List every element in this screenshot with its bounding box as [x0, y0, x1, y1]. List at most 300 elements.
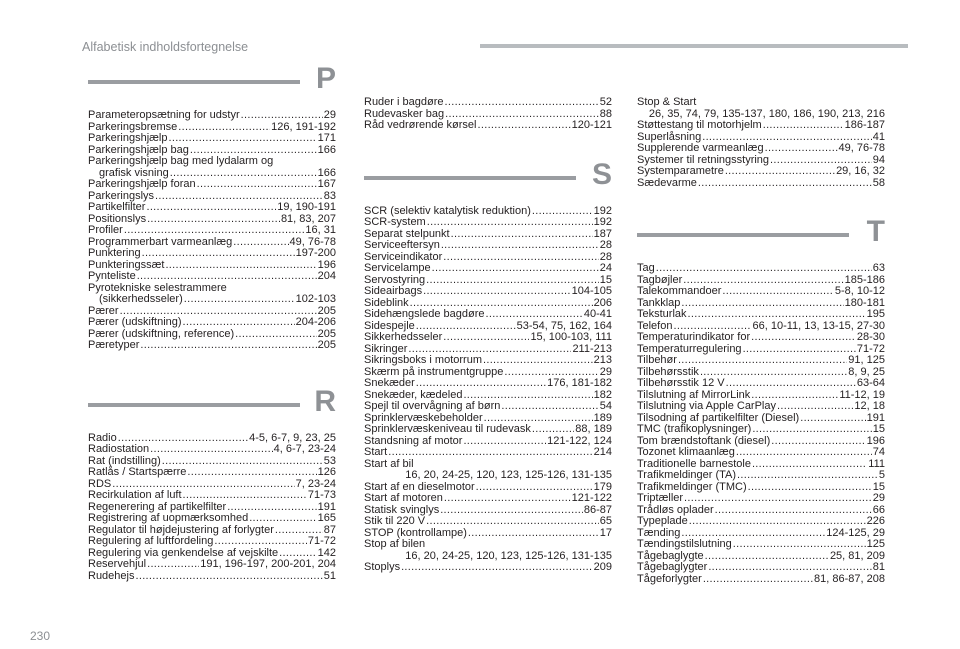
entry-pages: 24: [599, 262, 612, 274]
leader-dots: [124, 225, 305, 237]
entry-pages: 17: [599, 526, 612, 539]
entry-pages: 214: [593, 446, 612, 458]
entry-pages: 41: [872, 130, 885, 143]
entry-pages: 49, 76-78: [289, 235, 336, 248]
entry-term: Regulering af luftfordeling: [88, 535, 214, 547]
leader-dots: [726, 378, 856, 390]
index-entry: [637, 562, 885, 574]
entry-pages: 120-121: [571, 119, 612, 131]
entry-term: Parkeringshjælp bag: [88, 143, 189, 156]
entry-pages: 71-72: [307, 535, 336, 547]
leader-dots: [715, 505, 872, 517]
leader-dots: [752, 459, 867, 471]
entry-term: Pærer: [88, 304, 119, 317]
leader-dots: [401, 562, 593, 574]
entry-pages: 226: [866, 515, 885, 527]
index-entry: [637, 120, 885, 132]
entry-term: Stop & Start: [637, 96, 697, 108]
leader-dots: [140, 340, 316, 352]
entry-pages: 186-187: [844, 119, 885, 131]
entry-term: Regenerering af partikelfilter: [88, 500, 227, 513]
index-entry: [88, 559, 336, 571]
index-entry: [637, 574, 885, 586]
leader-dots: [501, 401, 598, 413]
index-entry: [364, 562, 612, 574]
leader-dots: [451, 229, 593, 241]
index-entry: [637, 447, 885, 459]
entry-term: Tænding: [637, 526, 681, 539]
entry-pages: 81: [872, 561, 885, 573]
entry-term: Råd vedrørende kørsel: [364, 119, 477, 131]
entry-pages: 179: [593, 480, 612, 493]
leader-dots: [743, 344, 856, 356]
leader-dots: [468, 528, 599, 540]
entry-term: Snekæder, kædeled: [364, 388, 463, 401]
index-entry: [88, 571, 336, 583]
leader-dots: [423, 286, 571, 298]
index-entry: [88, 340, 336, 352]
leader-dots: [443, 252, 598, 264]
section-header-p: [88, 62, 336, 110]
entry-term: Radiostation: [88, 443, 150, 455]
leader-dots: [137, 271, 317, 283]
entry-term: RDS: [88, 477, 112, 490]
entry-pages: 16, 31: [305, 224, 336, 236]
entry-pages: 191: [866, 411, 885, 424]
entry-term: Pyrotekniske selestrammere: [88, 281, 227, 294]
index-entry: [364, 240, 612, 252]
leader-dots: [241, 110, 323, 122]
entry-pages: 121-122: [571, 492, 612, 504]
entry-term: Pynteliste: [88, 270, 136, 282]
index-entry: [637, 332, 885, 344]
leader-dots: [147, 559, 199, 571]
entry-pages: 74: [872, 446, 885, 458]
section-letter: S: [591, 157, 612, 191]
section-letter: R: [314, 384, 336, 418]
index-entry: [88, 156, 336, 168]
entry-term: Tilbehørsstik 12 V: [637, 377, 725, 389]
index-entry: [637, 178, 885, 190]
entry-term: Superlåsning: [637, 130, 702, 143]
leader-dots: [187, 467, 316, 479]
entry-pages: 81, 86-87, 208: [814, 572, 885, 585]
entry-pages: 111: [868, 457, 885, 470]
leader-dots: [135, 571, 322, 583]
entry-term: Supplerende varmeanlæg: [637, 142, 764, 154]
entry-term: Serviceeftersyn: [364, 239, 440, 251]
leader-dots: [427, 217, 593, 229]
entry-pages: 205: [317, 339, 336, 351]
leader-dots: [235, 329, 317, 341]
leader-dots: [214, 536, 307, 548]
entry-term: Pærer (udskiftning, reference): [88, 327, 235, 340]
leader-dots: [765, 143, 838, 155]
entry-pages: 121-122, 124: [547, 434, 612, 447]
entry-term: Tilslutning af MirrorLink: [637, 388, 751, 401]
leader-dots: [708, 562, 871, 574]
index-entry: [88, 202, 336, 214]
entry-term: Ratlås / Startspærre: [88, 466, 187, 478]
leader-dots: [698, 178, 872, 190]
entry-term: SCR-system: [364, 216, 426, 228]
index-entries-r: [88, 433, 336, 583]
entry-pages: 166: [317, 166, 336, 179]
page-number: 230: [30, 629, 51, 643]
leader-dots: [463, 436, 546, 448]
leader-dots: [485, 309, 582, 321]
entry-pages: 51: [323, 569, 336, 582]
entry-term: Tilbehørsstik: [637, 365, 699, 378]
index-entry: [364, 378, 612, 390]
entry-term: Punktering: [88, 247, 141, 259]
leader-dots: [656, 263, 872, 275]
entry-pages: 49, 76-78: [838, 142, 885, 154]
entry-pages: 11-12, 19: [839, 388, 885, 401]
section-letter: P: [315, 62, 336, 95]
leader-dots: [678, 355, 847, 367]
entry-term: 26, 35, 74, 79, 135-137, 180, 186, 190, 213, 216: [648, 107, 885, 120]
entry-pages: 58: [872, 176, 885, 189]
section-divider: [88, 80, 300, 84]
entry-term: Tom brændstoftank (diesel): [637, 434, 771, 447]
index-entry: [637, 143, 885, 155]
leader-dots: [771, 436, 865, 448]
leader-dots: [684, 493, 872, 505]
leader-dots: [233, 237, 288, 249]
entry-term: Servicelampe: [364, 262, 431, 274]
leader-dots: [147, 214, 280, 226]
entry-pages: 5: [878, 469, 885, 481]
index-entry: [364, 551, 612, 563]
index-entry: [88, 248, 336, 260]
index-entry: [364, 309, 612, 321]
leader-dots: [532, 424, 574, 436]
index-entry: [637, 539, 885, 551]
entry-pages: 8, 9, 25: [848, 365, 885, 378]
entry-pages: 126, 191-192: [271, 120, 336, 133]
leader-dots: [751, 332, 856, 344]
entry-term: Parkeringshjælp: [88, 132, 168, 144]
entry-term: Stik til 220 V: [364, 515, 426, 527]
index-entry: [637, 378, 885, 390]
entry-pages: 191: [317, 500, 336, 513]
index-entry: [364, 97, 612, 109]
entry-term: Statisk svinglys: [364, 503, 440, 516]
entry-pages: 29: [323, 109, 336, 121]
index-entry: [364, 516, 612, 528]
entry-pages: 53: [323, 454, 336, 467]
index-entry: [637, 424, 885, 436]
leader-dots: [178, 122, 270, 134]
section-header-r: [88, 385, 336, 433]
index-entry: [364, 286, 612, 298]
entry-term: Støttestang til motorhjelm: [637, 119, 762, 131]
entry-pages: 126: [317, 466, 336, 478]
entry-term: Stoplys: [364, 561, 401, 573]
entry-term: Reservehjul: [88, 558, 147, 570]
index-entry: [88, 467, 336, 479]
entry-pages: 187: [593, 227, 612, 240]
entry-term: Pæretyper: [88, 339, 140, 351]
entry-term: Separat stelpunkt: [364, 227, 450, 240]
entry-pages: 192: [593, 204, 612, 217]
leader-dots: [733, 539, 866, 551]
entry-term: Triptæller: [637, 492, 684, 504]
entry-pages: 142: [317, 546, 336, 559]
index-entry: [364, 447, 612, 459]
entry-term: Trådløs oplader: [637, 503, 714, 516]
entry-pages: 81, 83, 207: [280, 212, 336, 225]
leader-dots: [722, 286, 833, 298]
entry-term: Profiler: [88, 224, 123, 236]
entry-term: Rudehejs: [88, 569, 135, 582]
entry-term: Snekæder: [364, 377, 415, 389]
section-divider: [364, 176, 576, 180]
entry-term: Pærer (udskiftning): [88, 316, 182, 328]
index-entry: [88, 490, 336, 502]
entry-term: Start af en dieselmotor: [364, 480, 475, 493]
entry-pages: 104-105: [571, 285, 612, 297]
entry-term: Rudevasker bag: [364, 107, 445, 120]
entry-term: Tilslutning via Apple CarPlay: [637, 400, 776, 412]
index-entry: [364, 539, 612, 551]
entry-term: Regulering via genkendelse af vejskilte: [88, 546, 279, 559]
entry-term: Start af bil: [364, 457, 414, 470]
leader-dots: [441, 240, 599, 252]
entry-pages: 5-8, 10-12: [834, 285, 885, 297]
index-entry: [637, 309, 885, 321]
entry-pages: 192: [593, 216, 612, 228]
entry-pages: 71-72: [856, 342, 885, 355]
entry-term: Sideairbags: [364, 285, 423, 297]
entry-pages: 40-41: [583, 308, 612, 320]
entry-term: Servostyring: [364, 273, 426, 286]
leader-dots: [705, 551, 829, 563]
leader-dots: [737, 470, 878, 482]
entry-term: Typeplade: [637, 515, 688, 527]
entry-pages: 66, 10-11, 13, 13-15, 27-30: [752, 319, 885, 332]
entry-term: grafisk visning: [99, 166, 169, 179]
index-entry: [364, 470, 612, 482]
entry-term: Trafikmeldinger (TA): [637, 469, 737, 481]
entry-pages: 94: [872, 153, 885, 166]
entry-term: Programmerbart varmeanlæg: [88, 235, 233, 248]
entry-pages: 29, 16, 32: [836, 165, 885, 177]
entry-term: Rat (indstilling): [88, 454, 161, 467]
index-entry: [88, 294, 336, 306]
entry-term: Punkteringssæt: [88, 258, 165, 271]
entry-term: Sideblink: [364, 296, 409, 309]
entry-term: Sprinklervæskebeholder: [364, 411, 483, 424]
leader-dots: [168, 133, 316, 145]
index-entry: [364, 120, 612, 132]
index-column-2: [364, 97, 612, 574]
entry-term: Tilbehør: [637, 354, 677, 366]
leader-dots: [725, 166, 835, 178]
entry-term: Tilsodning af partikelfilter (Diesel): [637, 411, 800, 424]
entry-pages: 180-181: [844, 296, 885, 309]
entry-pages: 29: [872, 492, 885, 504]
leader-dots: [426, 516, 599, 528]
entry-pages: 63: [872, 262, 885, 274]
entry-pages: 91, 125: [848, 354, 885, 366]
entry-term: Sprinklervæskeniveau til rudevask: [364, 423, 531, 435]
index-entry: [637, 516, 885, 528]
leader-dots: [146, 202, 276, 214]
index-column-3: [637, 97, 885, 585]
entry-term: SCR (selektiv katalytisk reduktion): [364, 204, 531, 217]
entry-term: Traditionelle barnestole: [637, 457, 751, 470]
entry-pages: 65: [599, 515, 612, 527]
index-entry: [88, 536, 336, 548]
index-entry: [88, 110, 336, 122]
entry-pages: 213: [593, 354, 612, 366]
index-entries-s-cont: [637, 97, 885, 189]
entry-pages: 191, 196-197, 200-201, 204: [200, 558, 336, 570]
entry-pages: 15: [872, 480, 885, 493]
entry-term: 16, 20, 24-25, 120, 123, 125-126, 131-135: [405, 469, 612, 481]
entry-pages: 15: [599, 273, 612, 286]
index-entries-p: [88, 110, 336, 352]
entry-pages: 102-103: [295, 293, 336, 305]
index-entry: [364, 217, 612, 229]
entry-pages: 15, 100-103, 111: [530, 331, 612, 343]
entry-term: Teksturlak: [637, 308, 687, 320]
entry-pages: 12, 18: [854, 400, 885, 412]
index-entries-s: [364, 206, 612, 574]
leader-dots: [445, 97, 599, 109]
entry-pages: 176, 181-182: [547, 377, 612, 389]
index-entry: [88, 179, 336, 191]
index-entry: [637, 401, 885, 413]
entry-pages: 71-73: [307, 489, 336, 501]
leader-dots: [532, 206, 593, 218]
entry-pages: 53-54, 75, 162, 164: [516, 319, 612, 332]
leader-dots: [183, 317, 295, 329]
entry-term: Radio: [88, 431, 117, 444]
entry-pages: 25, 81, 209: [829, 549, 885, 562]
entry-pages: 28: [599, 250, 612, 263]
index-entry: [364, 355, 612, 367]
entry-pages: 189: [593, 411, 612, 424]
index-entry: [637, 263, 885, 275]
entry-term: Ruder i bagdøre: [364, 96, 444, 108]
entry-term: Parkeringshjælp foran: [88, 178, 196, 190]
index-entry: [637, 355, 885, 367]
index-entry: [637, 286, 885, 298]
index-entry: [637, 166, 885, 178]
leader-dots: [197, 179, 317, 191]
entry-term: Positionslys: [88, 212, 147, 225]
entry-term: Stop af bilen: [364, 538, 426, 550]
entry-pages: 88: [599, 107, 612, 120]
entry-term: Talekommandoer: [637, 285, 722, 297]
entry-pages: 196: [866, 434, 885, 447]
index-entry: [88, 513, 336, 525]
entry-term: Sikringer: [364, 342, 408, 355]
index-entry: [364, 424, 612, 436]
entry-term: Tag: [637, 262, 655, 274]
leader-dots: [165, 260, 316, 272]
entry-pages: 124-125, 29: [826, 526, 885, 539]
leader-dots: [416, 378, 546, 390]
entry-pages: 87: [323, 523, 336, 536]
entry-pages: 19, 190-191: [277, 201, 336, 213]
entry-pages: 211-213: [572, 342, 612, 355]
entry-pages: 205: [317, 327, 336, 340]
entry-pages: 185-186: [844, 273, 885, 286]
index-entry: [637, 97, 885, 109]
entry-term: Parkeringsbremse: [88, 120, 178, 133]
entry-term: Sidespejle: [364, 319, 415, 332]
index-entry: [88, 317, 336, 329]
entry-term: Sikringsboks i motorrum: [364, 354, 482, 366]
leader-dots: [800, 413, 865, 425]
leader-dots: [689, 516, 866, 528]
entry-pages: 166: [317, 143, 336, 156]
entry-pages: 197-200: [295, 247, 336, 259]
entry-term: Telefon: [637, 319, 673, 332]
entry-term: Tozonet klimaanlæg: [637, 446, 735, 458]
entry-pages: 88, 189: [575, 423, 612, 435]
leader-dots: [748, 482, 872, 494]
entry-term: Tagbøjler: [637, 273, 683, 286]
entry-pages: 204-206: [295, 316, 336, 328]
index-column-1: [88, 62, 336, 582]
leader-dots: [184, 294, 295, 306]
entry-term: 16, 20, 24-25, 120, 123, 125-126, 131-135: [405, 549, 612, 562]
entry-term: Systemer til retningsstyring: [637, 153, 770, 166]
leader-dots: [388, 447, 592, 459]
entry-term: TMC (trafikoplysninger): [637, 423, 752, 435]
leader-dots: [443, 332, 529, 344]
entry-pages: 66: [872, 503, 885, 516]
entry-pages: 7, 23-24: [295, 477, 336, 490]
leader-dots: [752, 424, 871, 436]
entry-term: Registrering af uopmærksomhed: [88, 512, 249, 524]
leader-dots: [183, 490, 307, 502]
entry-term: Trafikmeldinger (TMC): [637, 480, 747, 493]
index-entry: [88, 214, 336, 226]
index-entry: [364, 436, 612, 448]
entry-term: Sikkerhedsseler: [364, 331, 443, 343]
entry-term: Temperaturindikator for: [637, 331, 751, 343]
entry-pages: 195: [866, 308, 885, 320]
leader-dots: [483, 355, 593, 367]
index-entry: [364, 493, 612, 505]
entry-term: Partikelfilter: [88, 201, 146, 213]
section-header-t: [637, 215, 885, 263]
leader-dots: [150, 444, 272, 456]
entry-term: Tågebaglygter: [637, 561, 708, 573]
leader-dots: [777, 401, 853, 413]
index-entries-r-cont: [364, 97, 612, 132]
index-entry: [364, 263, 612, 275]
entry-term: Regulator til højdejustering af forlygter: [88, 523, 274, 536]
index-entry: [364, 401, 612, 413]
entry-pages: 4-5, 6-7, 9, 23, 25: [249, 431, 336, 444]
entry-term: Tågebaglygte: [637, 549, 704, 562]
entry-term: Parameteropsætning for udstyr: [88, 109, 240, 121]
entry-term: STOP (kontrollampe): [364, 526, 467, 539]
entry-term: Sidehængslede bagdøre: [364, 308, 485, 320]
entry-pages: 15: [872, 423, 885, 435]
index-entry: [88, 225, 336, 237]
entry-term: (sikkerhedsseler): [99, 293, 183, 305]
header-title: Alfabetisk indholdsfortegnelse: [82, 40, 249, 54]
entry-pages: 204: [317, 270, 336, 282]
